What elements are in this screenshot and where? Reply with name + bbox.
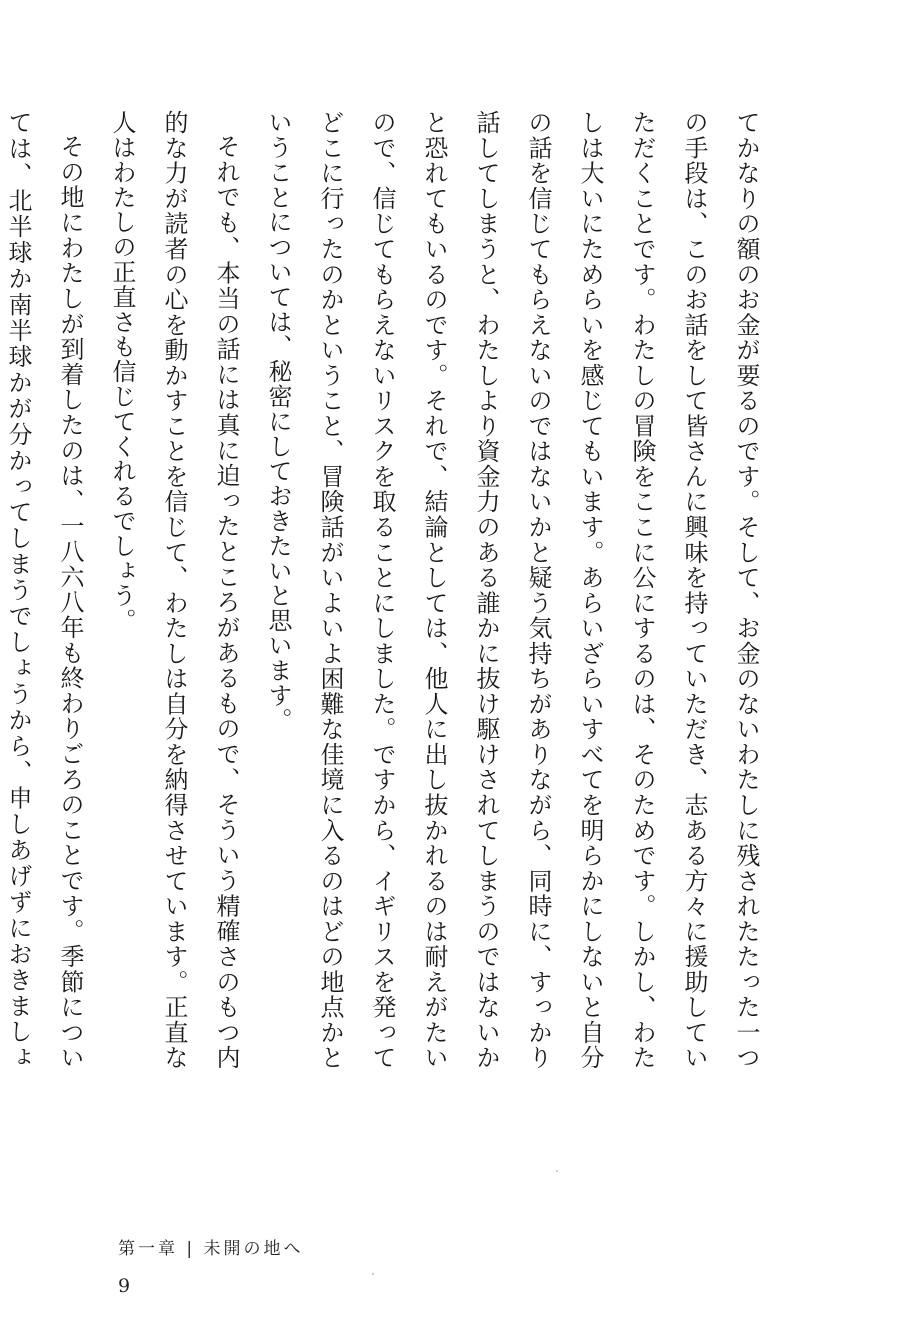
- main-text-block: [4, 110, 772, 1070]
- running-head: 第一章 | 未開の地へ: [118, 1239, 304, 1259]
- paragraph-2: それでも、本当の話には真に迫ったところがあるもので、そういう精確さのもつ内的な力が読者の心を動かすことを信じて、わたしは自分を納得させています。正直な人はわたしの正直さも信じてくれるでしょう。: [108, 110, 240, 1070]
- page-number: 9: [118, 1275, 131, 1297]
- paragraph-3: その地にわたしが到着したのは、一八六八年も終わりごろのことです。季節については、北半球か南半球かが分かってしまうでしょうから、申しあげずにおきましょ: [4, 110, 84, 1070]
- paper-speck-icon: [556, 1170, 558, 1172]
- paragraph-1: てかなりの額のお金が要るのです。そして、お金のないわたしに残されたたった一つの手段は、このお話をして皆さんに興味を持っていただき、志ある方々に援助していただくことです。わたしの冒険をここに公にするのは、そのためです。しかし、わたしは大いにためらいを感じてもいます。あらいざらいすべてを明らかにしないと自分の話を信じてもらえないのではないかと疑う気持ちがありながら、同時に、すっかり話してしまうと、わたしより資金力のある誰かに抜け駆けされてしまうのではないかと恐れてもいるのです。それで、結論としては、他人に出し抜かれるのは耐えがたいので、信じてもらえないリスクを取ることにしました。ですから、イギリスを発ってどこに行ったのかということ、冒険話がいよいよ困難な佳境に入るのはどの地点かということについては、秘密にしておきたいと思います。: [264, 110, 760, 1070]
- paper-speck-icon: [372, 1273, 374, 1275]
